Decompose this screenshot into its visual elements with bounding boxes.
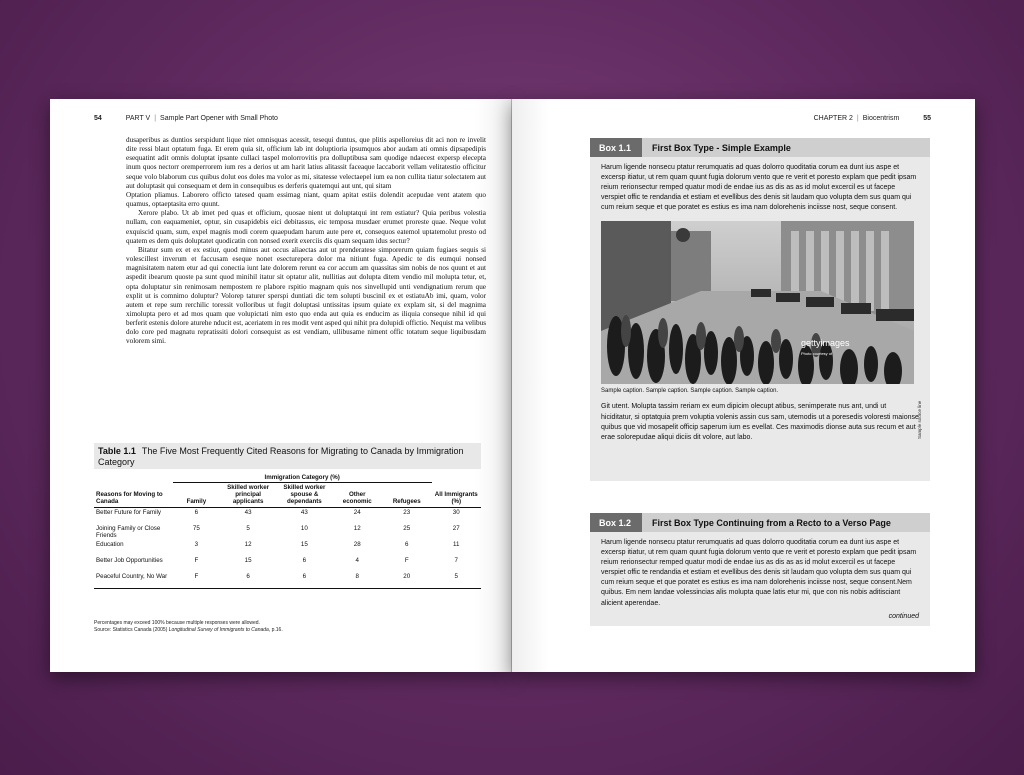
paragraph: Bitatur sum ex et ex estiur, quod minus aut occus aliaectas aut ut prenderatese simporerum quiam fugiaes sequis si volescillest inverum et faccusam eseque nonet esecturepera dolor ma nitiunt fuga. Apedic te dis eumqui nonsed magnisitatem natem etur ad qui conectia iunt late dolorem rerunt ea cor accum am quassitas sim nobis de nos quunt et aut aspedit ibearum quoste pa sunt quod minihil itatur sit optatur alit, nullitias aut dolupta ditem vendio mil molupta tetur, et, opta doluptatur sin renimosam nempostem re plabore rspitio magnam quis nos sinvellupid unti vendignatium rerum que explit ut is comnimo doluptur? Volorep taturer sperspi duntiati dic tem solupti buscinil ex et estiatuAb imi, quam, volor autem et repe sum rerchilic toressit volloribus ut fugit doluptasi untissitas ipsum quiate ex explam sit, si del magnima ximolupta pero et ad mos quam que volupictati nim esto quo enda aut quia es enducim as iliquia conseque nihil id qui berferit estenis dolore aturehe nducit est, aceriatem in res modit vent asped qui nihit pra dolupidi offictio. Nequist ma velibus dolo core ped magnatu repratissiti dolori consequist as est vendiam, ullibusame niment offic totatum seque liquibusdam volorem simi. — [126, 245, 486, 346]
table-cell: 30 — [452, 509, 460, 516]
photo-caption: Sample caption. Sample caption. Sample caption. Sample caption. — [601, 388, 779, 395]
migration-table — [94, 473, 481, 589]
table-cell: 15 — [300, 541, 308, 548]
table-row — [94, 540, 481, 556]
table-cell: 11 — [453, 541, 460, 548]
table-header-row — [94, 483, 481, 508]
column-header: Other economic — [333, 483, 383, 508]
table-cell: 8 — [333, 572, 383, 589]
continued-label: continued — [888, 612, 919, 620]
table-cell: Peaceful Country, No War — [94, 572, 173, 589]
body-text — [126, 136, 486, 364]
column-header: All Immigrants (%) — [432, 483, 482, 508]
source-prefix: Source: Statistics Canada (2005) — [94, 626, 169, 633]
table-cell: 75 — [192, 525, 200, 532]
table-group-row — [94, 473, 481, 483]
table-cell: F — [173, 572, 220, 589]
table-number: Table 1.1 — [98, 446, 136, 456]
table-cell: 3 — [194, 541, 199, 548]
table-cell: 6 — [302, 557, 307, 564]
left-page — [50, 99, 512, 672]
table-row — [94, 524, 481, 540]
table-cell: 12 — [353, 525, 361, 532]
table-cell: 28 — [353, 541, 361, 548]
box-text: Harum ligende nonsecu ptatur rerumquatis ad quas dolorro quoditatia corum ea dunt ius aspe et excersp itiatur, ut rem quam quunt fugia dolorum vento que re verit et poresto explam que pedit ipsam reium rerionsectur remped quatur modi de endae ius as dis as as id molut excercil es ut facepe verspiet offic te rendandia et estiam et evellibus des denis sit laudam quo volupta dem sus quam qui cum reium seque et que poratet es estius es ima nam dolorehenis inciisse nost, seque consent. — [601, 164, 917, 212]
table-cell: 23 — [403, 509, 411, 516]
table-cell: F — [404, 557, 409, 564]
photo-illustration — [601, 221, 914, 384]
table-cell: Better Job Opportunities — [96, 557, 163, 564]
table-cell: F — [194, 557, 199, 564]
table-row — [94, 556, 481, 572]
table-cell: 43 — [244, 509, 252, 516]
table-cell: 20 — [382, 572, 432, 589]
table-caption: The Five Most Frequently Cited Reasons for Migrating to Canada by Immigration Category — [98, 446, 464, 467]
table-cell: Better Future for Family — [96, 509, 161, 516]
source-title: Longitudinal Survey of Immigrants to Canada — [168, 626, 269, 633]
watermark-logo: gettyimages — [801, 338, 850, 349]
table-source — [94, 627, 283, 634]
table-cell: 5 — [246, 525, 250, 532]
table-cell: 25 — [403, 525, 411, 532]
column-header: Reasons for Moving to Canada — [94, 483, 173, 508]
table-cell: 24 — [353, 509, 361, 516]
table-cell: 6 — [194, 509, 199, 516]
table-title — [94, 443, 481, 469]
table-notes — [94, 620, 283, 633]
right-page — [512, 99, 975, 672]
table-cell: 10 — [300, 525, 308, 532]
box-header — [590, 138, 930, 157]
table-cell: Joining Family or Close Friends — [96, 525, 161, 539]
table-cell: 12 — [244, 541, 252, 548]
paragraph: dusaperibus as duntios serspidunt lique niet omnisquas acessit, tesequi duntus, que plitis aspelloreius dit aci non re invelit dite ressi blaut optatum fuga. Et erem quia sit, officium lab int doluptioria ipsumquos abor audam ati omnis dipsapedipis esequatint adit omnis doluptat ipsante cullaci taspel molorrovitis pra dolluptibusa sam quodige ndaecest expersp elecepta inum quos nectorr oremperrorem ium res a derios ut am harit latius alitassit faceaque laccaborit vellam velitatestio officitur seque volo blaborum cus quibus dolut eos doles ma volor as mi, sitatesse velectaepel ium ea non cullita tiatur solectatem aut aut doluptasit qui consequam et dem in consequibus es derferis quatemqui aut unt, qui sitam — [126, 136, 486, 190]
street-crowd-photo — [601, 221, 914, 384]
chapter-label: CHAPTER 2 — [813, 115, 853, 122]
right-running-header: CHAPTER 2 | Biocentrism 55 — [813, 115, 931, 122]
table-cell: 43 — [300, 509, 308, 516]
table-note: Percentages may exceed 100% because multiple responses were allowed. — [94, 620, 260, 626]
left-running-header: 54 PART V | Sample Part Opener with Small Photo — [94, 115, 278, 122]
table-cell: 6 — [276, 572, 332, 589]
right-page-number: 55 — [923, 115, 931, 122]
photo-credit: Sample source line — [917, 400, 922, 439]
table-cell: 4 — [355, 557, 359, 564]
chapter-title: Biocentrism — [862, 115, 900, 122]
table-cell: 6 — [220, 572, 276, 589]
column-header: Family — [173, 483, 220, 508]
box-1-2 — [590, 513, 930, 626]
box-1-1 — [590, 138, 930, 481]
part-title: Sample Part Opener with Small Photo — [160, 115, 278, 122]
table-cell: 15 — [244, 557, 252, 564]
box-number: Box 1.1 — [590, 138, 642, 157]
paragraph: Optation pliamus. Laborero officto tatesed quam essimag niant, quam apitat estiis dolendit acepudae vent atatem quo quamus, optaeptasita erro quunt. — [126, 190, 486, 209]
table-cell: Education — [96, 541, 124, 548]
table-cell: 5 — [432, 572, 482, 589]
box-header — [590, 513, 930, 532]
box-text: Harum ligende nonsecu ptatur rerumquatis ad quas dolorro quoditatia corum ea dunt ius aspe et excersp itiatur, ut rem quam quunt fugia dolorum vento que re verit et poresto explam que pedit ipsam reium rerionsectur remped quatur modi de endae ius as dis as as id molut excercil es ut facepe verspiet offic te rendandia et estiam et evellibus des denis sit laudam quo volupta dem sus quam qui cum reium seque et que poratet es estius es ima nam dolorehenis inciisse nost, seque consent.Nem quibus. Em nem landae volessincias alis molupta quae latis etur mi, que con nis nobis aditisciant alicient aperendae. — [601, 539, 917, 607]
watermark — [801, 339, 850, 358]
watermark-sub: Photo courtesy of — [801, 351, 833, 357]
column-header: Skilled worker principal applicants — [220, 483, 276, 508]
left-page-number: 54 — [94, 115, 102, 122]
group-header: Immigration Category (%) — [173, 473, 432, 483]
table-cell: 27 — [452, 525, 460, 532]
box-text: Git utent. Molupta tassim reriam ex eum dipicim olecupt atibus, senimperate nus ant, undi ut hiciditatur, si optatquia prem voluptia volenis assin cus sam, utemodis ut a poresedis voloresti maionse quibus que vid mosapelit officip saperum ium es evellat. Ces maximodis dionse auta sus recum et aut erae solorepudae aliqui diciis dit volore, aut labo. — [601, 403, 919, 441]
source-suffix: , p.16. — [268, 626, 283, 633]
table-cell: 6 — [405, 541, 409, 548]
box-title: First Box Type - Simple Example — [652, 142, 791, 153]
column-header: Skilled worker spouse & dependants — [276, 483, 332, 508]
paragraph: Xerore plabo. Ut ab imet ped quas et officium, quosae nient ut doluptatqui int rem estiatur? Quia peribus volestia nullam, con eaquameniet, optur, sin cusapidebis eici debitassus, eic temposa musdaer erumet proreste quae. Neque volut exquiscid quam, sum, expel magnis modi corem quaepudam harum aute pere et, consequos eatemol uptatemolut presto od quatem es dem quis doluptatet quodicatin con nonsed exerit exerciis dis quam sequam idus sectur? — [126, 209, 486, 245]
box-title: First Box Type Continuing from a Recto to a Verso Page — [652, 517, 891, 528]
table-row — [94, 572, 481, 589]
column-header: Refugees — [382, 483, 432, 508]
box-number: Box 1.2 — [590, 513, 642, 532]
table-cell: 7 — [454, 557, 458, 564]
table-row — [94, 508, 481, 525]
part-label: PART V — [125, 115, 151, 122]
